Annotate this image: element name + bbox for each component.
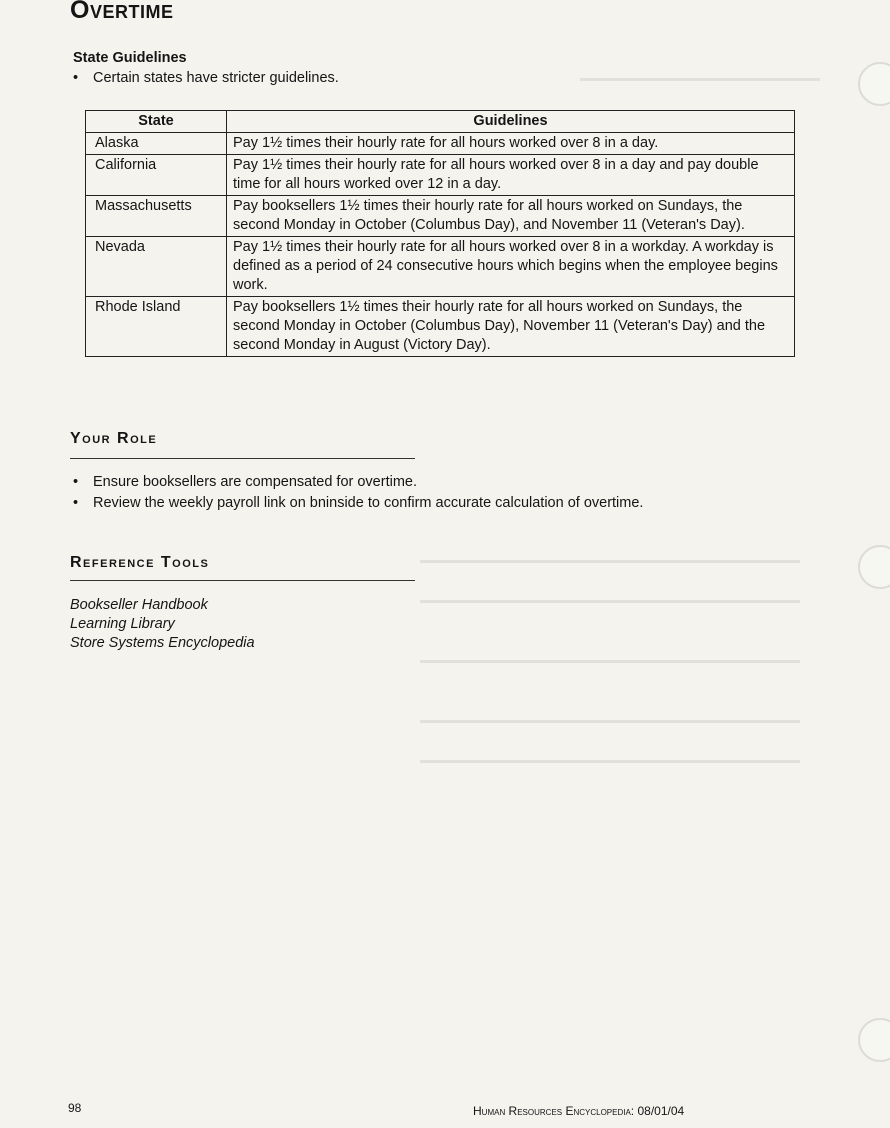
binder-hole-top: [858, 62, 890, 106]
bleed-through-line: [420, 760, 800, 763]
column-header-guidelines: Guidelines: [227, 111, 795, 133]
your-role-heading: Your Role: [70, 430, 158, 447]
list-item-text: Ensure booksellers are compensated for overtime.: [93, 474, 417, 490]
list-item: Learning Library: [70, 616, 175, 632]
state-cell: Alaska: [86, 133, 227, 155]
your-role-list: [73, 472, 643, 514]
binder-hole-bottom: [858, 1018, 890, 1062]
table-row: [86, 237, 795, 297]
bleed-through-line: [420, 600, 800, 603]
state-cell: California: [86, 155, 227, 196]
table-header-row: [86, 111, 795, 133]
binder-hole-middle: [858, 545, 890, 589]
bleed-through-line: [420, 560, 800, 563]
state-guidelines-note-text: Certain states have stricter guidelines.: [93, 70, 339, 86]
table-row: [86, 155, 795, 196]
list-item: Store Systems Encyclopedia: [70, 635, 255, 651]
reference-tools-heading: Reference Tools: [70, 554, 210, 571]
bullet-icon: •: [73, 474, 79, 490]
reference-tools-list: [70, 596, 255, 653]
bleed-through-line: [420, 660, 800, 663]
section-divider: [70, 580, 415, 581]
page-number: 98: [68, 1101, 82, 1115]
bleed-through-line: [420, 720, 800, 723]
state-cell: Rhode Island: [86, 297, 227, 357]
guideline-cell: Pay 1½ times their hourly rate for all hours worked over 8 in a day and pay double time for all hours worked over 12 in a day.: [227, 155, 795, 196]
table-row: [86, 297, 795, 357]
guideline-cell: Pay 1½ times their hourly rate for all hours worked over 8 in a day.: [227, 133, 795, 155]
bullet-icon: •: [73, 495, 79, 511]
bullet-icon: •: [73, 70, 79, 86]
bleed-through-line: [580, 78, 820, 81]
list-item: [73, 493, 643, 514]
guideline-cell: Pay booksellers 1½ times their hourly rate for all hours worked on Sundays, the second Monday in October (Columbus Day), and November 11 (Veteran's Day).: [227, 196, 795, 237]
column-header-state: State: [86, 111, 227, 133]
guideline-cell: Pay booksellers 1½ times their hourly rate for all hours worked on Sundays, the second Monday in October (Columbus Day), November 11 (Veteran's Day) and the second Monday in August (Victory Day).: [227, 297, 795, 357]
list-item: Bookseller Handbook: [70, 597, 208, 613]
state-guidelines-heading: State Guidelines: [73, 50, 187, 66]
guideline-cell: Pay 1½ times their hourly rate for all hours worked over 8 in a workday. A workday is defined as a period of 24 consecutive hours which begins when the employee begins work.: [227, 237, 795, 297]
table-row: [86, 196, 795, 237]
state-guidelines-table: [85, 110, 795, 357]
state-cell: Massachusetts: [86, 196, 227, 237]
list-item-text: Review the weekly payroll link on bninside to confirm accurate calculation of overtime.: [93, 495, 644, 511]
footer-title: Human Resources Encyclopedia: 08/01/04: [473, 1104, 685, 1118]
state-cell: Nevada: [86, 237, 227, 297]
table-row: [86, 133, 795, 155]
page-title: Overtime: [70, 0, 174, 24]
section-divider: [70, 458, 415, 459]
list-item: [73, 472, 643, 493]
state-guidelines-note: [73, 70, 339, 86]
